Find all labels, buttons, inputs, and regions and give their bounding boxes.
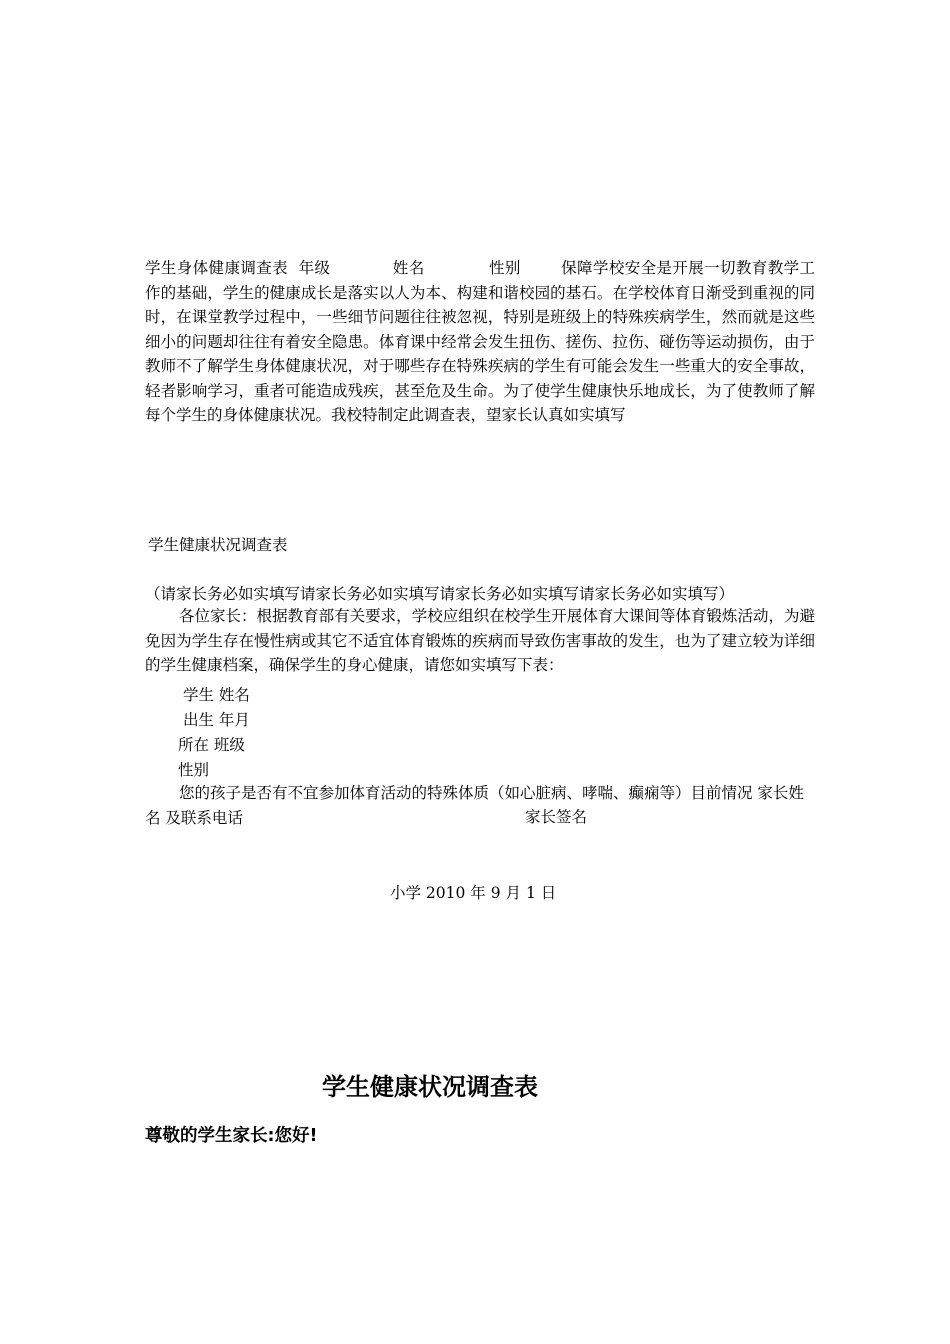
intro-title: 学生身体健康调查表 <box>145 259 288 277</box>
greeting: 尊敬的学生家长:您好! <box>145 1126 318 1146</box>
field-student-name: 学生 姓名 <box>183 686 250 704</box>
second-title: 学生健康状况调查表 <box>322 1073 538 1101</box>
field-gender: 性别 <box>178 761 210 779</box>
field-birth-date: 出生 年月 <box>183 711 250 729</box>
parent-signature-label: 家长签名 <box>525 808 588 826</box>
intro-body: 保障学校安全是开展一切教育教学工作的基础，学生的健康成长是落实以人为本、构建和谐校园的基石。在学校体育日渐受到重视的同时，在课堂教学过程中，一些细节问题往往被忽视，特别是班级上的特殊疾病学生，然而就是这些细小的问题却往往有着安全隐患。体育课中经常会发生扭伤、搓伤、拉伤、碰伤等运动损伤，由于教师不了解学生身体健康状况，对于哪些存在特殊疾病的学生有可能会发生一些重大的安全事故，轻者影响学习，重者可能造成残疾，甚至危及生命。为了使学生健康快乐地成长，为了使教师了解每个学生的身体健康状况。我校特制定此调查表，望家长认真如实填写 <box>145 259 815 424</box>
intro-paragraph <box>145 256 815 428</box>
name-label: 姓名 <box>392 259 425 277</box>
parent-letter: 各位家长：根据教育部有关要求，学校应组织在校学生开展体育大课间等体育锻炼活动，为避免因为学生存在慢性病或其它不适宜体育锻炼的疾病而导致伤害事故的发生，也为了建立较为详细的学生健康档案，确保学生的身心健康，请您如实填写下表： <box>145 607 815 674</box>
field-class: 所在 班级 <box>178 736 245 754</box>
fill-notice: （请家长务必如实填写请家长务必如实填写请家长务必如实填写请家长务必如实填写） <box>145 585 735 603</box>
gender-label: 性别 <box>488 259 521 277</box>
survey-title: 学生健康状况调查表 <box>148 536 288 554</box>
issue-date: 小学 2010 年 9 月 1 日 <box>390 884 557 902</box>
grade-label: 年级 <box>298 259 331 277</box>
health-question: 您的孩子是否有不宜参加体育活动的特殊体质（如心脏病、哮喘、癫痫等）目前情况 家长姓名 及联系电话 <box>145 784 804 827</box>
